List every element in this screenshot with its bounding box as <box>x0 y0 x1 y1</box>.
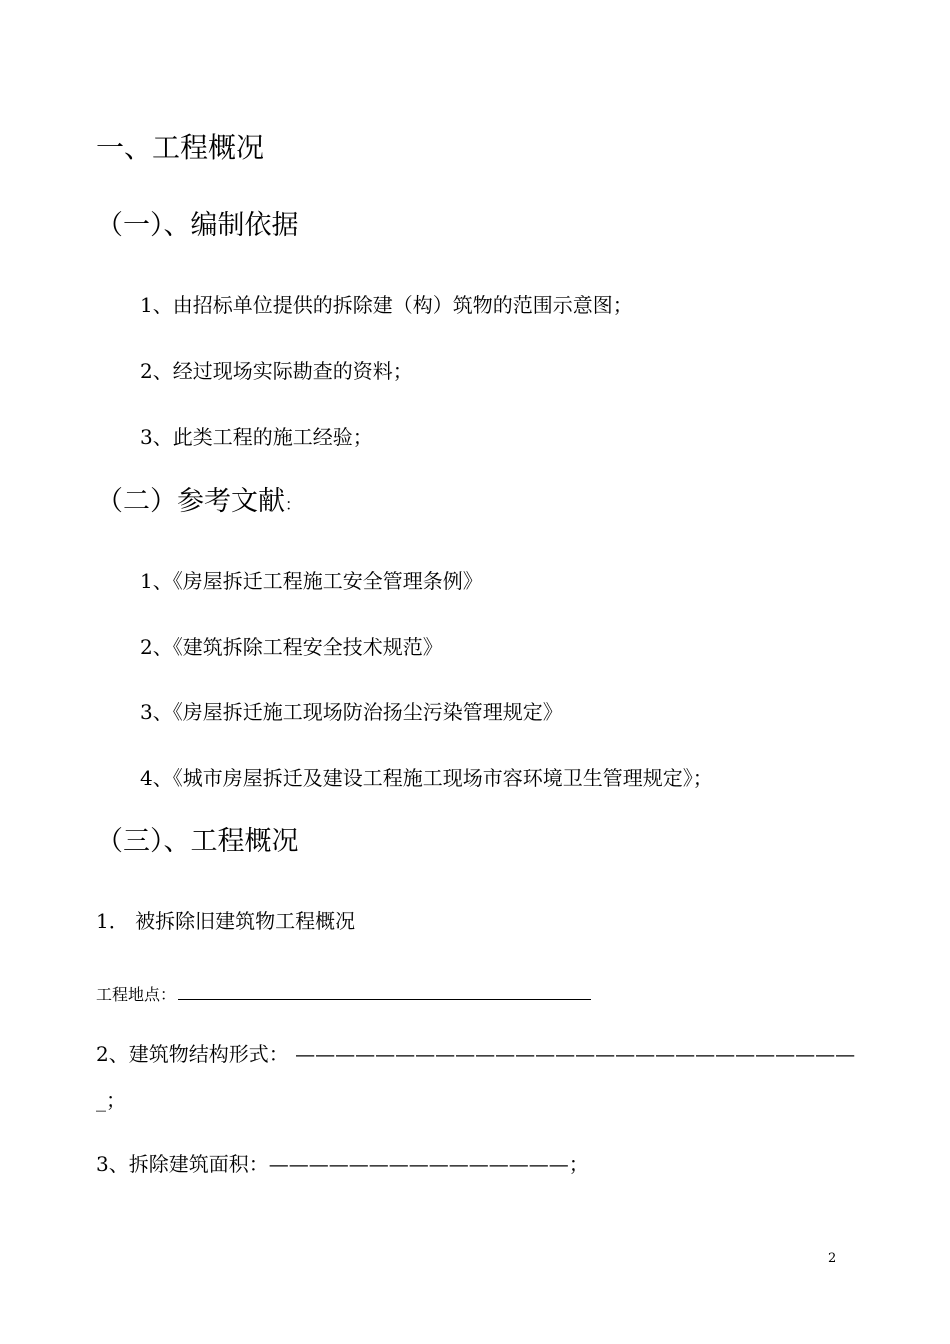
list-item: 3、此类工程的施工经验； <box>140 425 373 449</box>
references-heading-text: （二）参考文献 <box>96 486 285 517</box>
subsection-heading-references <box>96 488 301 515</box>
list-item: 1、由招标单位提供的拆除建（构）筑物的范围示意图； <box>140 293 633 317</box>
location-row <box>96 985 591 1003</box>
section-title: 一、工程概况 <box>96 131 265 164</box>
references-heading-colon: ： <box>285 495 302 514</box>
structure-form-line: 2、建筑物结构形式： ———————————————————————————— <box>96 1042 856 1066</box>
demolition-area-line: 3、拆除建筑面积：———————————————； <box>96 1152 589 1176</box>
location-blank-field <box>178 985 591 1000</box>
reference-item: 3、《房屋拆迁施工现场防治扬尘污染管理规定》 <box>140 700 563 724</box>
overview-item-title: 1． 被拆除旧建筑物工程概况 <box>96 909 356 933</box>
location-label: 工程地点： <box>96 985 177 1004</box>
reference-item: 4、《城市房屋拆迁及建设工程施工现场市容环境卫生管理规定》； <box>140 766 713 790</box>
page-number: 2 <box>828 1251 837 1266</box>
subsection-heading-basis: （一）、编制依据 <box>96 210 299 241</box>
reference-item: 1、《房屋拆迁工程施工安全管理条例》 <box>140 569 483 593</box>
structure-form-continuation: _； <box>96 1088 126 1112</box>
list-item: 2、经过现场实际勘查的资料； <box>140 359 413 383</box>
reference-item: 2、《建筑拆除工程安全技术规范》 <box>140 635 443 659</box>
subsection-heading-overview: （三）、工程概况 <box>96 826 299 857</box>
